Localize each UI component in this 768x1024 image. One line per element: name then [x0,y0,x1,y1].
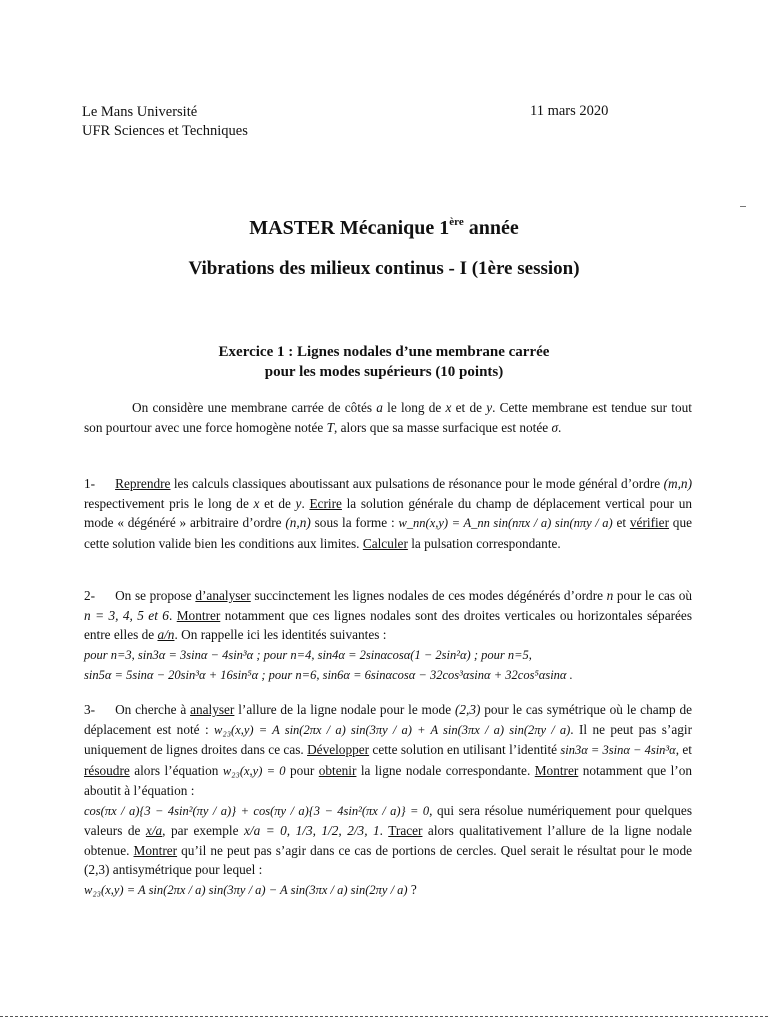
question-2 [84,586,692,686]
var: (m,n) [663,476,692,491]
question-3 [84,700,692,900]
text: . On rappelle ici les identités suivantes : [174,627,387,642]
var-T: T [326,419,334,435]
text: pour [285,762,319,778]
keyword: vérifier [629,515,670,530]
text: la ligne nodale correspondante. [356,762,535,778]
course-title-end: année [463,217,519,239]
var: y [295,495,302,511]
text: la solution générale du champ de déplacement vertical pour un mode « dégénéré » arbitraire d’ordre [84,495,692,530]
text: . Cette membrane est tendue sur tout son pourtour avec une force homogène notée [84,400,692,435]
text: que cette solution valide bien les conditions aux limites. [84,515,692,551]
equation: sin3α = 3sinα − 4sin³α [560,743,676,757]
keyword: obtenir [318,762,357,778]
text: et de [259,495,296,511]
text: , par exemple [162,823,244,838]
keyword: Montrer [133,842,178,858]
keyword: Reprendre [115,476,171,491]
keyword: analyser [190,702,235,717]
text: , alors que sa masse surfacique est notée [333,419,552,435]
scan-artifact [740,206,746,207]
university-name: Le Mans Université [82,104,198,120]
text: alors l’équation [129,762,223,778]
text: On se propose [115,588,196,603]
text: notamment que l’on aboutit à l’équation : [84,762,693,798]
var: x/a [145,823,163,838]
faculty-name: UFR Sciences et Techniques [82,123,248,139]
text: , et [675,742,692,757]
var: x/a = 0, 1/3, 1/2, 2/3, 1 [243,823,380,838]
keyword: Tracer [388,823,423,838]
exam-date: 11 mars 2020 [530,103,609,119]
text: qu’il ne peut pas s’agir dans ce cas de portions de cercles. Quel serait le résultat pour le mode (2,3) antisymétrique pour lequel : [84,842,692,877]
keyword: Montrer [534,762,579,778]
exercise-title [0,342,768,382]
question-1 [84,474,692,553]
course-title-text: MASTER Mécanique 1 [249,217,450,239]
text: pour le cas symétrique où le champ de déplacement est noté : [84,702,692,737]
text: le long de [382,400,446,415]
keyword: d’analyser [195,588,251,603]
text: , qui sera résolue numériquement pour quelques valeurs de [84,802,692,838]
text: les calculs classiques aboutissant aux pulsations de résonance pour le mode général d’ordre [170,476,664,491]
text: succinctement les lignes nodales de ces modes dégénérés d’ordre [250,588,607,603]
course-title-sup: ère [449,216,464,228]
text: alors qualitativement l’allure de la ligne nodale obtenue. [84,823,692,858]
keyword: Calculer [362,535,408,551]
equation: w_nn(x,y) = A_nn sin(nπx / a) sin(nπy / a) [398,516,613,530]
keyword: Ecrire [309,495,342,511]
institution-block [82,103,248,141]
identity-line-2: sin5α = 5sinα − 20sin³α + 16sin⁵α ; pour n=6, sin6α = 6sinαcosα − 32cos³αsinα + 32cos⁵αsinα . [84,668,573,682]
var: x [253,495,260,511]
text: . [379,823,389,838]
var: (n,n) [285,515,311,530]
text: cette solution en utilisant l’identité [369,742,561,757]
text: pour le cas où [613,588,693,603]
text: respectivement pris le long de [84,495,254,511]
text: notamment que ces lignes nodales sont des droites verticales ou horizontales séparées entre elles de [84,607,693,642]
question-number: 2- [84,588,96,603]
text: . Il ne peut pas s’agir uniquement de lignes droites dans ce cas. [84,721,692,757]
question-number: 1- [84,476,96,491]
equation: w₂₃(x,y) = A sin(2πx / a) sin(3πy / a) − A sin(3πx / a) sin(2πy / a) [84,882,408,897]
text: On cherche à [115,702,191,717]
var: a/n [157,627,175,642]
var: n = 3, 4, 5 et 6 [84,607,169,623]
text: . [301,495,310,511]
text: sous la forme : [310,515,399,530]
text: . [168,607,177,623]
text: l’allure de la ligne nodale pour le mode [234,702,455,717]
exercise-title-line1: Exercice 1 : Lignes nodales d’une membrane carrée [218,344,550,360]
course-title [0,216,768,240]
var: n [606,588,614,603]
keyword: Développer [307,742,370,757]
intro-paragraph [84,398,692,437]
text: . [558,419,562,435]
equation: cos(πx / a){3 − 4sin²(πy / a)} + cos(πy / a){3 − 4sin²(πx / a)} = 0 [84,803,430,818]
text: On considère une membrane carrée de côtés [132,400,377,415]
text: la pulsation correspondante. [407,535,561,551]
exercise-title-line2: pour les modes supérieurs (10 points) [264,364,504,380]
var-a: a [376,400,383,415]
keyword: résoudre [84,762,130,778]
equation: w₂₃(x,y) = 0 [222,763,286,778]
keyword: Montrer [176,607,221,623]
equation: w₂₃(x,y) = A sin(2πx / a) sin(3πy / a) + A sin(3πx / a) sin(2πy / a) [214,722,571,737]
identity-line-1: pour n=3, sin3α = 3sinα − 4sin³α ; pour n=4, sin4α = 2sinαcosα(1 − 2sin²α) ; pour n=5, [84,647,532,662]
exam-subtitle: Vibrations des milieux continus - I (1ère session) [188,258,580,279]
page-bottom-edge [0,1016,768,1017]
var-sigma: σ [551,419,559,435]
text: et de [451,400,487,415]
text: et [612,515,630,530]
var-y: y [486,400,493,415]
var-x: x [445,400,452,415]
var: (2,3) [454,702,481,717]
question-number: 3- [84,702,96,717]
text: ? [407,881,417,897]
